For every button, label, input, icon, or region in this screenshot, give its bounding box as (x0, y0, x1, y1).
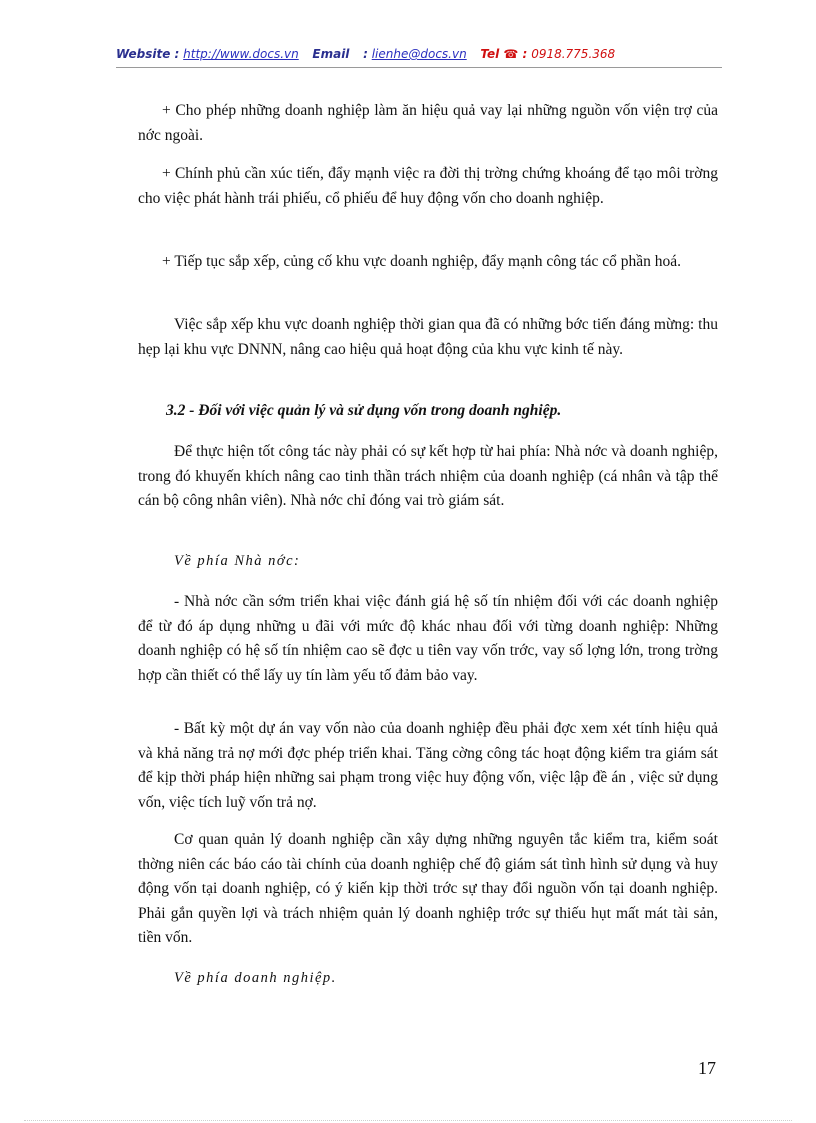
website-label: Website : (116, 47, 180, 61)
tel-label: Tel ☎ : (480, 47, 528, 61)
tel-number: 0918.775.368 (531, 47, 616, 61)
email-label: Email (312, 47, 350, 61)
paragraph-stock-market: + Chính phủ cần xúc tiến, đẩy mạnh việc ra đời thị trờng chứng khoáng để tạo môi trờng cho việc phát hành trái phiếu, cổ phiếu để huy động vốn cho doanh nghiệp. (138, 165, 718, 207)
email-link[interactable]: lienhe@docs.vn (371, 47, 467, 61)
paragraph-cooperation: Để thực hiện tốt công tác này phải có sự kết hợp từ hai phía: Nhà nớc và doanh nghiệp, trong đó khuyến khích nâng cao tinh thần trách nhiệm của doanh nghiệp (cá nhân và tập thể cán bộ công nhân viên). Nhà nớc chỉ đóng vai trò giám sát. (138, 443, 718, 509)
paragraph-project-review: - Bất kỳ một dự án vay vốn nào của doanh nghiệp đều phải đợc xem xét tính hiệu quả và khả năng trả nợ mới đợc phép triển khai. Tăng cờng công tác hoạt động kiểm tra giám sát để kịp thời pháp hiện những sai phạm trong việc huy động vốn, việc lập đề án , việc sử dụng vốn, việc tích luỹ vốn trả nợ. (138, 720, 718, 811)
page-header (116, 47, 722, 68)
email-separator: : (363, 47, 368, 61)
page-number: 17 (698, 1058, 716, 1078)
subheading-state: Về phía Nhà nớc: (174, 553, 301, 569)
paragraph-credit-rating: - Nhà nớc cần sớm triển khai việc đánh giá hệ số tín nhiệm đối với các doanh nghiệp để từ đó áp dụng những u đãi với mức độ khác nhau đối với từng doanh nghiệp: Những doanh nghiệp có hệ số tín nhiệm cao sẽ đợc u tiên vay vốn trớc, vay số lợng lớn, trong trờng hợp cần thiết có thể lấy uy tín làm yếu tố đảm bảo vay. (138, 593, 718, 684)
paragraph-restructure: + Tiếp tục sắp xếp, củng cố khu vực doanh nghiệp, đẩy mạnh công tác cổ phần hoá. (162, 253, 682, 270)
paragraph-foreign-aid: + Cho phép những doanh nghiệp làm ăn hiệu quả vay lại những nguồn vốn viện trợ của nớc ngoài. (138, 102, 718, 144)
paragraph-management-agency: Cơ quan quản lý doanh nghiệp cần xây dựng những nguyên tắc kiểm tra, kiểm soát thờng niên các báo cáo tài chính của doanh nghiệp chế độ giám sát tình hình sử dụng và huy động vốn tại doanh nghiệp, có ý kiến kịp thời trớc sự thay đổi nguồn vốn tại doanh nghiệp. Phải gắn quyền lợi và trách nhiệm quản lý doanh nghiệp trớc sự thiếu hụt mất mát tài sản, tiền vốn. (138, 831, 718, 946)
paragraph-progress: Việc sắp xếp khu vực doanh nghiệp thời gian qua đã có những bớc tiến đáng mừng: thu hẹp lại khu vực DNNN, nâng cao hiệu quả hoạt động của khu vực kinh tế này. (138, 316, 718, 358)
website-link[interactable]: http://www.docs.vn (183, 47, 299, 61)
subheading-enterprise: Về phía doanh nghiệp. (174, 970, 337, 986)
section-heading: 3.2 - Đối với việc quản lý và sử dụng vốn trong doanh nghiệp. (166, 402, 562, 419)
bottom-divider (24, 1120, 792, 1121)
